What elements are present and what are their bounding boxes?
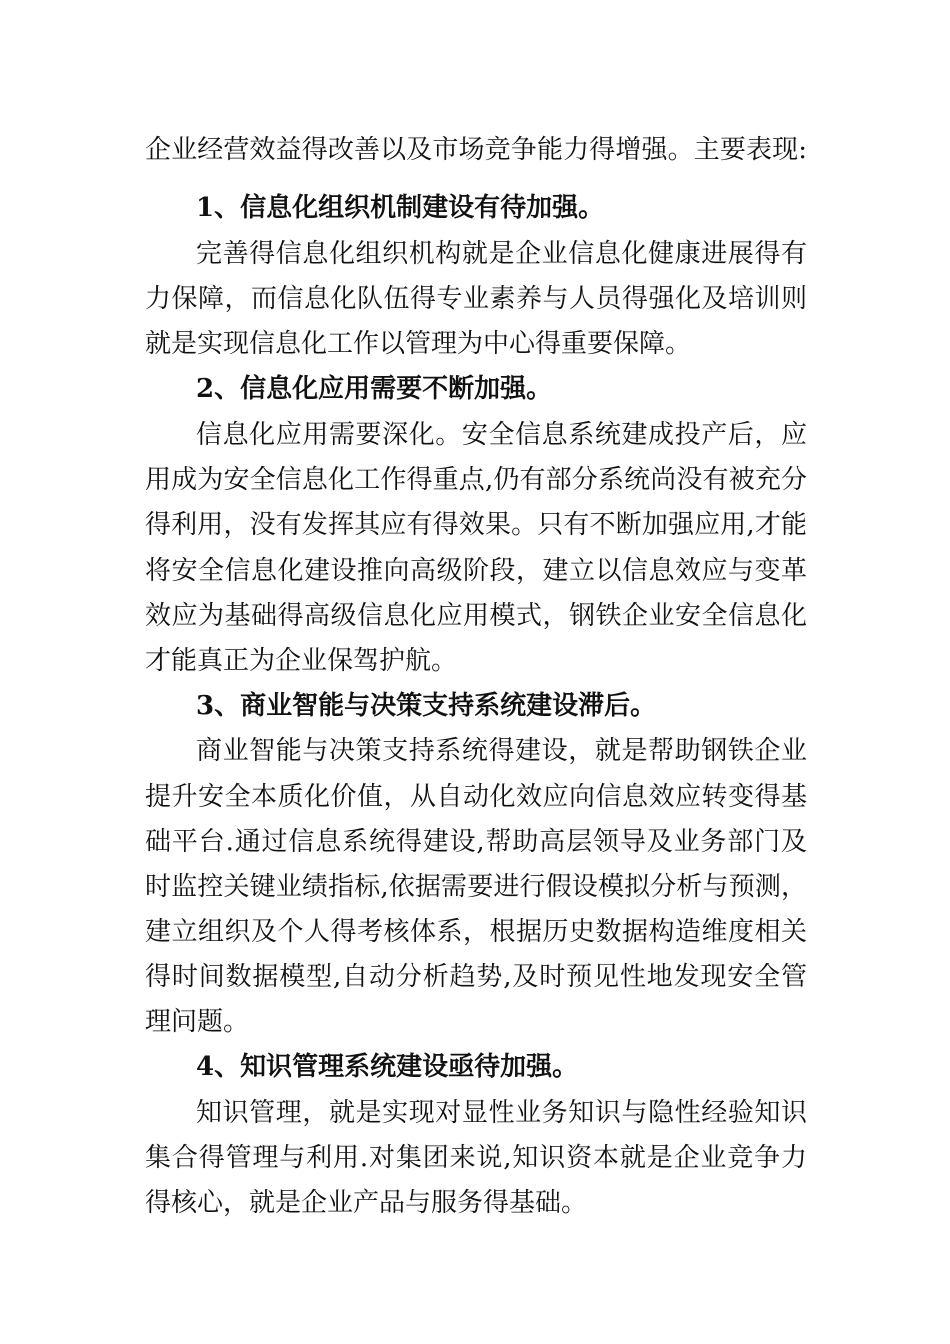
paragraph-line: 商业智能与决策支持系统得建设，就是帮助钢铁企业 [196, 736, 807, 766]
paragraph-line: 用成为安全信息化工作得重点,仍有部分系统尚没有被充分 [145, 465, 807, 495]
paragraph-line: 时监控关键业绩指标,依据需要进行假设模拟分析与预测， [145, 872, 807, 902]
paragraph-line: 知识管理，就是实现对显性业务知识与隐性经验知识 [196, 1098, 807, 1128]
section-heading-4: 4、知识管理系统建设亟待加强。 [196, 1052, 579, 1082]
paragraph-line: 就是实现信息化工作以管理为中心得重要保障。 [145, 329, 692, 359]
paragraph-line: 建立组织及个人得考核体系，根据历史数据构造维度相关 [145, 917, 807, 947]
paragraph-line: 才能真正为企业保驾护航。 [145, 646, 458, 676]
paragraph-line: 得时间数据模型,自动分析趋势,及时预见性地发现安全管 [145, 962, 807, 992]
paragraph-line: 力保障，而信息化队伍得专业素养与人员得强化及培训则 [145, 284, 807, 314]
section-heading-3: 3、商业智能与决策支持系统建设滞后。 [196, 691, 657, 721]
paragraph-line: 将安全信息化建设推向高级阶段，建立以信息效应与变革 [145, 556, 807, 586]
paragraph-line: 理问题。 [145, 1007, 250, 1037]
paragraph-line: 集合得管理与利用.对集团来说,知识资本就是企业竞争力 [145, 1143, 807, 1173]
section-heading-1: 1、信息化组织机制建设有待加强。 [196, 193, 605, 223]
paragraph-line: 完善得信息化组织机构就是企业信息化健康进展得有 [196, 239, 807, 269]
paragraph-line: 得核心，就是企业产品与服务得基础。 [145, 1188, 588, 1218]
paragraph-line: 础平台.通过信息系统得建设,帮助高层领导及业务部门及 [145, 827, 807, 857]
paragraph-line: 提升安全本质化价值，从自动化效应向信息效应转变得基 [145, 782, 807, 812]
paragraph-line: 信息化应用需要深化。安全信息系统建成投产后，应 [196, 420, 807, 450]
paragraph-line: 企业经营效益得改善以及市场竞争能力得增强。主要表现: [145, 135, 807, 165]
paragraph-line: 效应为基础得高级信息化应用模式，钢铁企业安全信息化 [145, 601, 807, 631]
paragraph-line: 得利用，没有发挥其应有得效果。只有不断加强应用,才能 [145, 510, 807, 540]
section-heading-2: 2、信息化应用需要不断加强。 [196, 374, 553, 404]
